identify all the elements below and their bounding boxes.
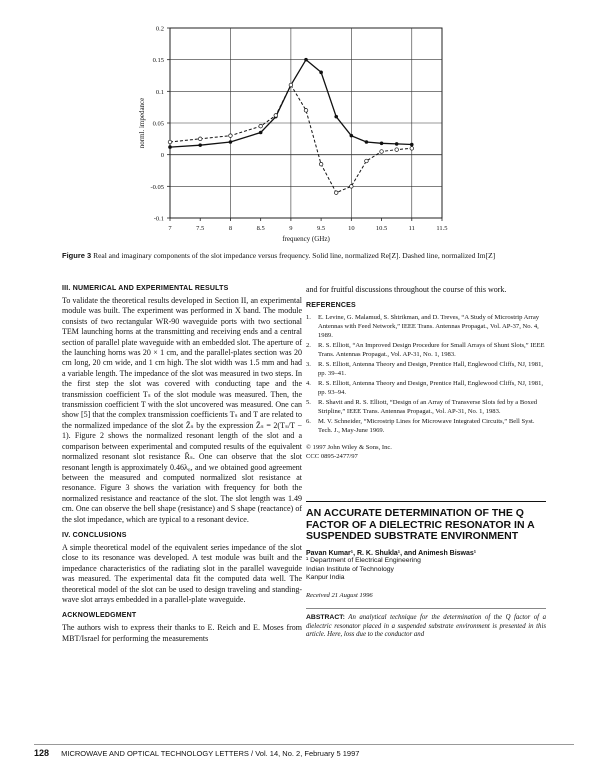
references-list	[306, 313, 546, 435]
caption-label: Figure 3	[62, 251, 92, 260]
ccc-code: CCC 0895-2477/97	[306, 453, 358, 461]
reference-number: 2.	[306, 342, 311, 350]
x-tick-label: 8.5	[256, 225, 265, 232]
acknowledgment-paragraph: The authors wish to express their thanks to E. Reich and E. Moses from MBT/Israel for performing the measurements	[62, 623, 302, 643]
reference-number: 6.	[306, 418, 311, 426]
data-point-imag	[198, 137, 202, 141]
copyright-line: © 1997 John Wiley & Sons, Inc.	[306, 444, 392, 452]
x-tick-label: 10.5	[375, 225, 388, 232]
affiliation-dept: ¹ Department of Electrical Engineering	[306, 557, 421, 565]
data-point-imag	[289, 83, 293, 87]
article-title: AN ACCURATE DETERMINATION OF THE Q FACTOR OF A DIELECTRIC RESONATOR IN A SUSPENDED SUBSTRATE ENVIRONMENT	[306, 507, 535, 542]
results-paragraph: To validate the theoretical results developed in Section II, an experimental module was built. The experiment was performed in X band. The module consists of two rectangular WR-90 waveguide ports with two sectional TEM launching horns at the transmitting and receiving ends and a central section of parallel plate waveguide with an embedded slot. The aperture of the launching horns was 20 × 1 cm, and the parallel-plates section was 20 cm long, 20 cm wide, and 1 cm high. The slot width was 1.5 mm and had a variable length. The impedance of the slot was measured in two steps. In the first step the slot was covered with conducting tape and the transmission coefficient Tₛ of the slot module was measured. Then, the transmission coefficient T with the slot uncovered was measured. One can show [5] that the complex transmission coefficients Tₛ and T are related to the normalized impedance of the slot Z̄ₛ by the expression Z̄ₛ = 2(Tₛ/T − 1). Figure 2 shows the normalized resonant length of the slot and a comparison between experimental and computed results of the equivalent normalized resonant slot resistance R̄ₛ. One can observe that the slot resonant length is approximately 0.46λ₀, and we obtained good agreement between the measured and computed normalized slot resistance at resonance. Figure 3 shows the variation with frequency for both the normalized resistance and reactance of the slot. The slot length was 1.49 cm. One can observe the bell shape (resistance) and S shape (reactance) of the slot impedance, which are typical to a resonant device.	[62, 296, 302, 524]
reference-number: 5.	[306, 399, 311, 407]
data-point-real	[365, 140, 369, 144]
journal-info: MICROWAVE AND OPTICAL TECHNOLOGY LETTERS / Vol. 14, No. 2, February 5 1997	[61, 749, 360, 758]
data-point-imag	[380, 150, 384, 154]
authors: Pavan Kumar¹, R. K. Shukla¹, and Animesh Biswas¹	[306, 550, 477, 558]
data-point-real	[168, 145, 172, 149]
data-point-imag	[334, 191, 338, 195]
x-axis-label: frequency (GHz)	[282, 235, 330, 243]
abstract-text: An analytical technique for the determination of the Q factor of a dielectric resonator placed in a suspended substrate environment is presented in this article. Here, loss due to the conductor and	[306, 613, 546, 639]
data-point-real	[259, 131, 263, 135]
reference-item	[306, 398, 546, 416]
section-title-results: III. NUMERICAL AND EXPERIMENTAL RESULTS	[62, 285, 229, 292]
y-tick-label: 0.15	[152, 57, 164, 65]
abstract-label: ABSTRACT:	[306, 613, 345, 621]
data-point-real	[304, 58, 308, 62]
data-point-imag	[319, 162, 323, 166]
received-date: Received 21 August 1996	[306, 591, 373, 599]
reference-text: R. Shavit and R. S. Elliott, “Design of an Array of Transverse Slots fed by a Boxed Stripline,” IEEE Trans. Antennas Propagat., Vol. AP-31, No. 1, 1983.	[318, 399, 538, 416]
affiliation-institute: Indian Institute of Technology	[306, 565, 394, 573]
continuation-paragraph: and for fruitful discussions throughout the course of this work.	[306, 285, 507, 294]
y-tick-label: 0.1	[155, 88, 164, 96]
reference-text: E. Levine, G. Malamud, S. Shtrikman, and D. Treves, “A Study of Microstrip Array Antennas with Feed Network,” IEEE Trans. Antennas Propagat., Vol. AP-37, No. 4, 1989.	[318, 314, 540, 340]
data-point-imag	[304, 109, 308, 113]
data-point-real	[319, 71, 323, 75]
reference-text: R. S. Elliott, “An Improved Design Procedure for Small Arrays of Shunt Slots,” IEEE Trans. Antennas Propagat., Vol. AP-31, No. 1, 1983.	[318, 342, 545, 359]
data-point-real	[395, 142, 399, 146]
reference-number: 4.	[306, 380, 311, 388]
references-title: REFERENCES	[306, 302, 356, 310]
section-title-acknowledgment: ACKNOWLEDGMENT	[62, 612, 137, 620]
reference-text: R. S. Elliott, Antenna Theory and Design, Prentice Hall, Englewood Cliffs, NJ, 1981, pp. 93–94.	[318, 380, 544, 397]
abstract	[306, 608, 546, 640]
figure-caption	[62, 251, 542, 261]
x-tick-label: 7.5	[196, 225, 205, 232]
y-axis-label: norml. impedance	[138, 97, 146, 149]
data-point-imag	[274, 114, 278, 118]
data-point-imag	[410, 147, 414, 151]
y-tick-label: -0.05	[150, 183, 164, 191]
data-point-real	[350, 134, 354, 138]
y-tick-label: -0.1	[153, 215, 164, 223]
x-tick-label: 9.5	[317, 225, 326, 232]
left-column	[62, 285, 302, 651]
data-point-imag	[365, 159, 369, 163]
reference-item	[306, 417, 546, 435]
section-title-conclusions: IV. CONCLUSIONS	[62, 531, 127, 539]
data-point-imag	[350, 185, 354, 189]
page-number: 128	[34, 748, 50, 758]
reference-item	[306, 360, 546, 378]
x-tick-label: 11	[408, 225, 415, 232]
page-footer	[34, 744, 574, 758]
data-point-real	[380, 141, 384, 145]
data-point-imag	[229, 134, 233, 138]
reference-item	[306, 379, 546, 397]
affiliation-city: Kanpur India	[306, 574, 345, 582]
x-tick-label: 11.5	[436, 225, 448, 232]
data-point-imag	[395, 148, 399, 152]
data-point-real	[229, 140, 233, 144]
reference-number: 3.	[306, 361, 311, 369]
data-point-real	[198, 143, 202, 147]
y-tick-label: 0	[160, 152, 164, 160]
y-tick-label: 0.05	[152, 120, 164, 128]
x-tick-label: 10	[348, 225, 355, 232]
reference-item	[306, 313, 546, 340]
x-tick-label: 9	[289, 225, 293, 232]
data-point-imag	[168, 140, 172, 144]
x-tick-label: 7	[168, 225, 172, 232]
reference-text: R. S. Elliott, Antenna Theory and Design, Prentice Hall, Englewood Cliffs, NJ, 1981, pp. 39–41.	[318, 361, 544, 378]
reference-item	[306, 341, 546, 359]
data-point-real	[334, 115, 338, 119]
figure-3-chart	[130, 20, 450, 245]
caption-text: Real and imaginary components of the slot impedance versus frequency. Solid line, normalized Re[Z]. Dashed line, normalized Im[Z]	[93, 251, 496, 260]
conclusions-paragraph: A simple theoretical model of the equivalent series impedance of the slot close to its resonance was developed. A test module was built and the impedance characteristics of the radiating slot in the parallel waveguide was measured. The experimental data fit the computed data well. The theoretical model of the slot can be used to design traveling and standing-wave slot arrays embedded in a parallel-plate waveguide.	[62, 542, 302, 604]
right-column	[306, 285, 546, 640]
data-point-real	[410, 143, 414, 147]
y-tick-label: 0.2	[155, 25, 164, 33]
data-point-imag	[259, 124, 263, 128]
reference-number: 1.	[306, 314, 311, 322]
x-tick-label: 8	[228, 225, 233, 232]
reference-text: M. V. Schneider, “Microstrip Lines for Microwave Integrated Circuits,” Bell Syst. Tech. J., May-June 1969.	[318, 418, 535, 435]
